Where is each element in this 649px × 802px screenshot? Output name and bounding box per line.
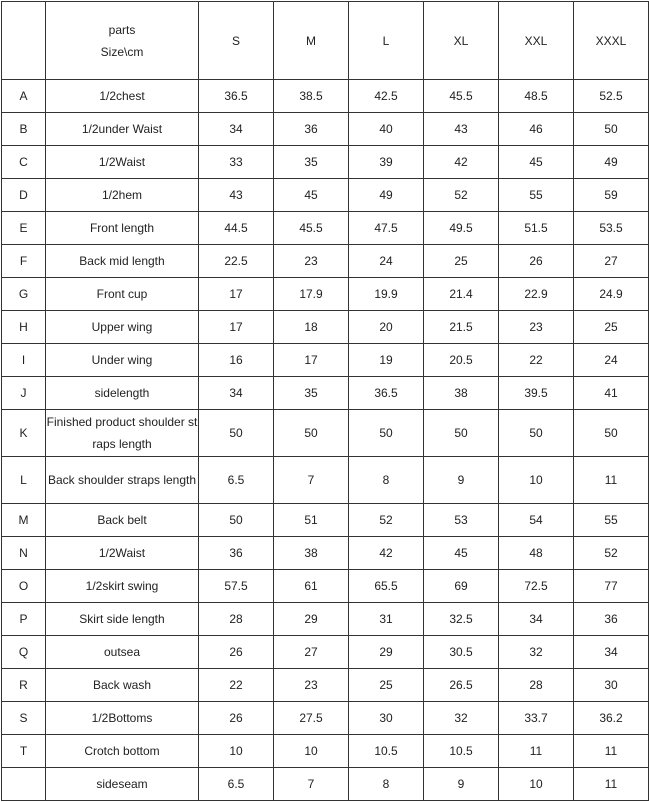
row-value-cell: 17 (274, 344, 349, 377)
row-part-cell: 1/2chest (46, 80, 199, 113)
table-row (2, 80, 649, 113)
row-value-cell: 38 (424, 377, 499, 410)
row-value-cell: 44.5 (199, 212, 274, 245)
row-value-cell: 6.5 (199, 768, 274, 801)
row-value-cell: 47.5 (349, 212, 424, 245)
row-value-cell: 10.5 (349, 735, 424, 768)
row-value-cell: 32 (424, 702, 499, 735)
row-value-cell: 55 (499, 179, 574, 212)
row-value-cell: 11 (574, 768, 649, 801)
table-row (2, 146, 649, 179)
row-value-cell: 30 (349, 702, 424, 735)
row-value-cell: 28 (499, 669, 574, 702)
row-value-cell: 53 (424, 504, 499, 537)
row-value-cell: 45 (499, 146, 574, 179)
row-value-cell: 31 (349, 603, 424, 636)
table-row (2, 735, 649, 768)
row-value-cell: 50 (424, 410, 499, 457)
row-code-cell: I (2, 344, 46, 377)
row-value-cell: 39 (349, 146, 424, 179)
row-code-cell (2, 768, 46, 801)
row-value-cell: 36.2 (574, 702, 649, 735)
row-value-cell: 55 (574, 504, 649, 537)
row-value-cell: 10 (499, 768, 574, 801)
row-value-cell: 36 (199, 537, 274, 570)
header-parts-label: parts (108, 22, 136, 37)
header-row (2, 2, 649, 80)
row-value-cell: 25 (574, 311, 649, 344)
row-value-cell: 52.5 (574, 80, 649, 113)
row-value-cell: 27 (574, 245, 649, 278)
row-part-cell: Back wash (46, 669, 199, 702)
row-code-cell: A (2, 80, 46, 113)
row-part-cell: Front cup (46, 278, 199, 311)
row-code-cell: M (2, 504, 46, 537)
row-value-cell: 21.5 (424, 311, 499, 344)
row-part-cell: sideseam (46, 768, 199, 801)
header-parts-cell (46, 2, 199, 80)
row-value-cell: 7 (274, 768, 349, 801)
row-value-cell: 72.5 (499, 570, 574, 603)
row-value-cell: 16 (199, 344, 274, 377)
row-part-cell: Back shoulder straps length (46, 457, 199, 504)
row-code-cell: E (2, 212, 46, 245)
row-part-cell: Under wing (46, 344, 199, 377)
table-row (2, 537, 649, 570)
row-value-cell: 48.5 (499, 80, 574, 113)
row-part-cell: Back belt (46, 504, 199, 537)
row-value-cell: 34 (199, 113, 274, 146)
row-value-cell: 59 (574, 179, 649, 212)
row-value-cell: 45.5 (424, 80, 499, 113)
row-part-cell: Back mid length (46, 245, 199, 278)
row-value-cell: 25 (349, 669, 424, 702)
row-value-cell: 35 (274, 377, 349, 410)
row-part-cell: 1/2Bottoms (46, 702, 199, 735)
row-value-cell: 50 (274, 410, 349, 457)
row-code-cell: L (2, 457, 46, 504)
row-value-cell: 26.5 (424, 669, 499, 702)
row-value-cell: 45 (424, 537, 499, 570)
row-value-cell: 22.9 (499, 278, 574, 311)
row-value-cell: 32 (499, 636, 574, 669)
row-code-cell: O (2, 570, 46, 603)
row-value-cell: 50 (199, 410, 274, 457)
row-value-cell: 30 (574, 669, 649, 702)
row-part-cell: sidelength (46, 377, 199, 410)
header-size-l: L (349, 2, 424, 80)
row-value-cell: 19.9 (349, 278, 424, 311)
table-row (2, 570, 649, 603)
row-code-cell: K (2, 410, 46, 457)
header-size-xl: XL (424, 2, 499, 80)
row-value-cell: 50 (574, 410, 649, 457)
row-value-cell: 22 (499, 344, 574, 377)
row-value-cell: 27.5 (274, 702, 349, 735)
row-value-cell: 34 (574, 636, 649, 669)
row-value-cell: 69 (424, 570, 499, 603)
row-value-cell: 30.5 (424, 636, 499, 669)
table-row (2, 504, 649, 537)
row-code-cell: T (2, 735, 46, 768)
row-value-cell: 50 (349, 410, 424, 457)
row-code-cell: G (2, 278, 46, 311)
header-size-xxxl: XXXL (574, 2, 649, 80)
row-value-cell: 50 (574, 113, 649, 146)
row-part-cell: 1/2Waist (46, 146, 199, 179)
row-value-cell: 21.4 (424, 278, 499, 311)
row-part-cell: Finished product shoulder straps length (46, 410, 199, 457)
row-value-cell: 45 (274, 179, 349, 212)
row-value-cell: 36.5 (199, 80, 274, 113)
row-part-cell: Upper wing (46, 311, 199, 344)
row-value-cell: 8 (349, 457, 424, 504)
row-value-cell: 34 (199, 377, 274, 410)
row-value-cell: 22 (199, 669, 274, 702)
row-value-cell: 23 (274, 669, 349, 702)
row-value-cell: 50 (199, 504, 274, 537)
row-value-cell: 11 (574, 735, 649, 768)
row-value-cell: 45.5 (274, 212, 349, 245)
row-value-cell: 39.5 (499, 377, 574, 410)
row-part-cell: 1/2Waist (46, 537, 199, 570)
row-value-cell: 32.5 (424, 603, 499, 636)
row-value-cell: 33.7 (499, 702, 574, 735)
row-value-cell: 49.5 (424, 212, 499, 245)
row-value-cell: 36 (274, 113, 349, 146)
row-code-cell: S (2, 702, 46, 735)
row-value-cell: 48 (499, 537, 574, 570)
row-value-cell: 33 (199, 146, 274, 179)
row-value-cell: 41 (574, 377, 649, 410)
row-value-cell: 26 (199, 702, 274, 735)
row-value-cell: 43 (424, 113, 499, 146)
row-value-cell: 43 (199, 179, 274, 212)
row-value-cell: 61 (274, 570, 349, 603)
row-value-cell: 29 (349, 636, 424, 669)
row-value-cell: 17.9 (274, 278, 349, 311)
row-value-cell: 17 (199, 278, 274, 311)
row-value-cell: 49 (349, 179, 424, 212)
row-value-cell: 25 (424, 245, 499, 278)
row-value-cell: 24.9 (574, 278, 649, 311)
header-size-s: S (199, 2, 274, 80)
row-value-cell: 17 (199, 311, 274, 344)
table-row (2, 669, 649, 702)
table-row (2, 636, 649, 669)
row-value-cell: 11 (574, 457, 649, 504)
table-row (2, 113, 649, 146)
row-value-cell: 46 (499, 113, 574, 146)
table-row (2, 768, 649, 801)
row-code-cell: F (2, 245, 46, 278)
header-size-xxl: XXL (499, 2, 574, 80)
row-part-cell: Crotch bottom (46, 735, 199, 768)
row-value-cell: 22.5 (199, 245, 274, 278)
header-size-m: M (274, 2, 349, 80)
row-value-cell: 36.5 (349, 377, 424, 410)
table-row (2, 179, 649, 212)
row-value-cell: 7 (274, 457, 349, 504)
row-value-cell: 50 (499, 410, 574, 457)
table-row (2, 410, 649, 457)
row-value-cell: 52 (574, 537, 649, 570)
row-value-cell: 28 (199, 603, 274, 636)
row-code-cell: J (2, 377, 46, 410)
row-value-cell: 51 (274, 504, 349, 537)
header-unit-label: Size\cm (100, 44, 144, 59)
row-value-cell: 49 (574, 146, 649, 179)
size-chart-table (1, 1, 649, 801)
row-part-cell: 1/2hem (46, 179, 199, 212)
row-value-cell: 29 (274, 603, 349, 636)
row-part-cell: Skirt side length (46, 603, 199, 636)
table-row (2, 311, 649, 344)
row-part-cell: Front length (46, 212, 199, 245)
row-value-cell: 19 (349, 344, 424, 377)
size-chart-body (2, 2, 649, 801)
row-value-cell: 52 (424, 179, 499, 212)
row-value-cell: 23 (274, 245, 349, 278)
row-code-cell: P (2, 603, 46, 636)
row-code-cell: C (2, 146, 46, 179)
row-value-cell: 9 (424, 768, 499, 801)
table-row (2, 457, 649, 504)
row-value-cell: 42.5 (349, 80, 424, 113)
row-code-cell: N (2, 537, 46, 570)
row-value-cell: 42 (424, 146, 499, 179)
row-value-cell: 10 (499, 457, 574, 504)
row-value-cell: 26 (199, 636, 274, 669)
row-value-cell: 40 (349, 113, 424, 146)
row-part-cell: 1/2under Waist (46, 113, 199, 146)
row-code-cell: R (2, 669, 46, 702)
row-code-cell: D (2, 179, 46, 212)
row-value-cell: 20.5 (424, 344, 499, 377)
row-code-cell: B (2, 113, 46, 146)
row-value-cell: 10 (199, 735, 274, 768)
row-value-cell: 36 (574, 603, 649, 636)
row-value-cell: 77 (574, 570, 649, 603)
row-value-cell: 27 (274, 636, 349, 669)
row-value-cell: 10.5 (424, 735, 499, 768)
row-value-cell: 20 (349, 311, 424, 344)
header-code-cell (2, 2, 46, 80)
table-row (2, 212, 649, 245)
row-part-cell: 1/2skirt swing (46, 570, 199, 603)
row-value-cell: 53.5 (574, 212, 649, 245)
row-code-cell: Q (2, 636, 46, 669)
row-value-cell: 65.5 (349, 570, 424, 603)
row-value-cell: 42 (349, 537, 424, 570)
row-value-cell: 35 (274, 146, 349, 179)
row-value-cell: 24 (349, 245, 424, 278)
row-value-cell: 57.5 (199, 570, 274, 603)
row-value-cell: 34 (499, 603, 574, 636)
row-value-cell: 18 (274, 311, 349, 344)
row-value-cell: 54 (499, 504, 574, 537)
row-value-cell: 9 (424, 457, 499, 504)
row-value-cell: 26 (499, 245, 574, 278)
table-row (2, 377, 649, 410)
row-value-cell: 51.5 (499, 212, 574, 245)
row-value-cell: 23 (499, 311, 574, 344)
table-row (2, 603, 649, 636)
table-row (2, 278, 649, 311)
row-value-cell: 11 (499, 735, 574, 768)
row-value-cell: 24 (574, 344, 649, 377)
row-value-cell: 52 (349, 504, 424, 537)
row-part-cell: outsea (46, 636, 199, 669)
row-code-cell: H (2, 311, 46, 344)
table-row (2, 344, 649, 377)
table-row (2, 702, 649, 735)
row-value-cell: 6.5 (199, 457, 274, 504)
row-value-cell: 38.5 (274, 80, 349, 113)
table-row (2, 245, 649, 278)
row-value-cell: 10 (274, 735, 349, 768)
row-value-cell: 38 (274, 537, 349, 570)
row-value-cell: 8 (349, 768, 424, 801)
